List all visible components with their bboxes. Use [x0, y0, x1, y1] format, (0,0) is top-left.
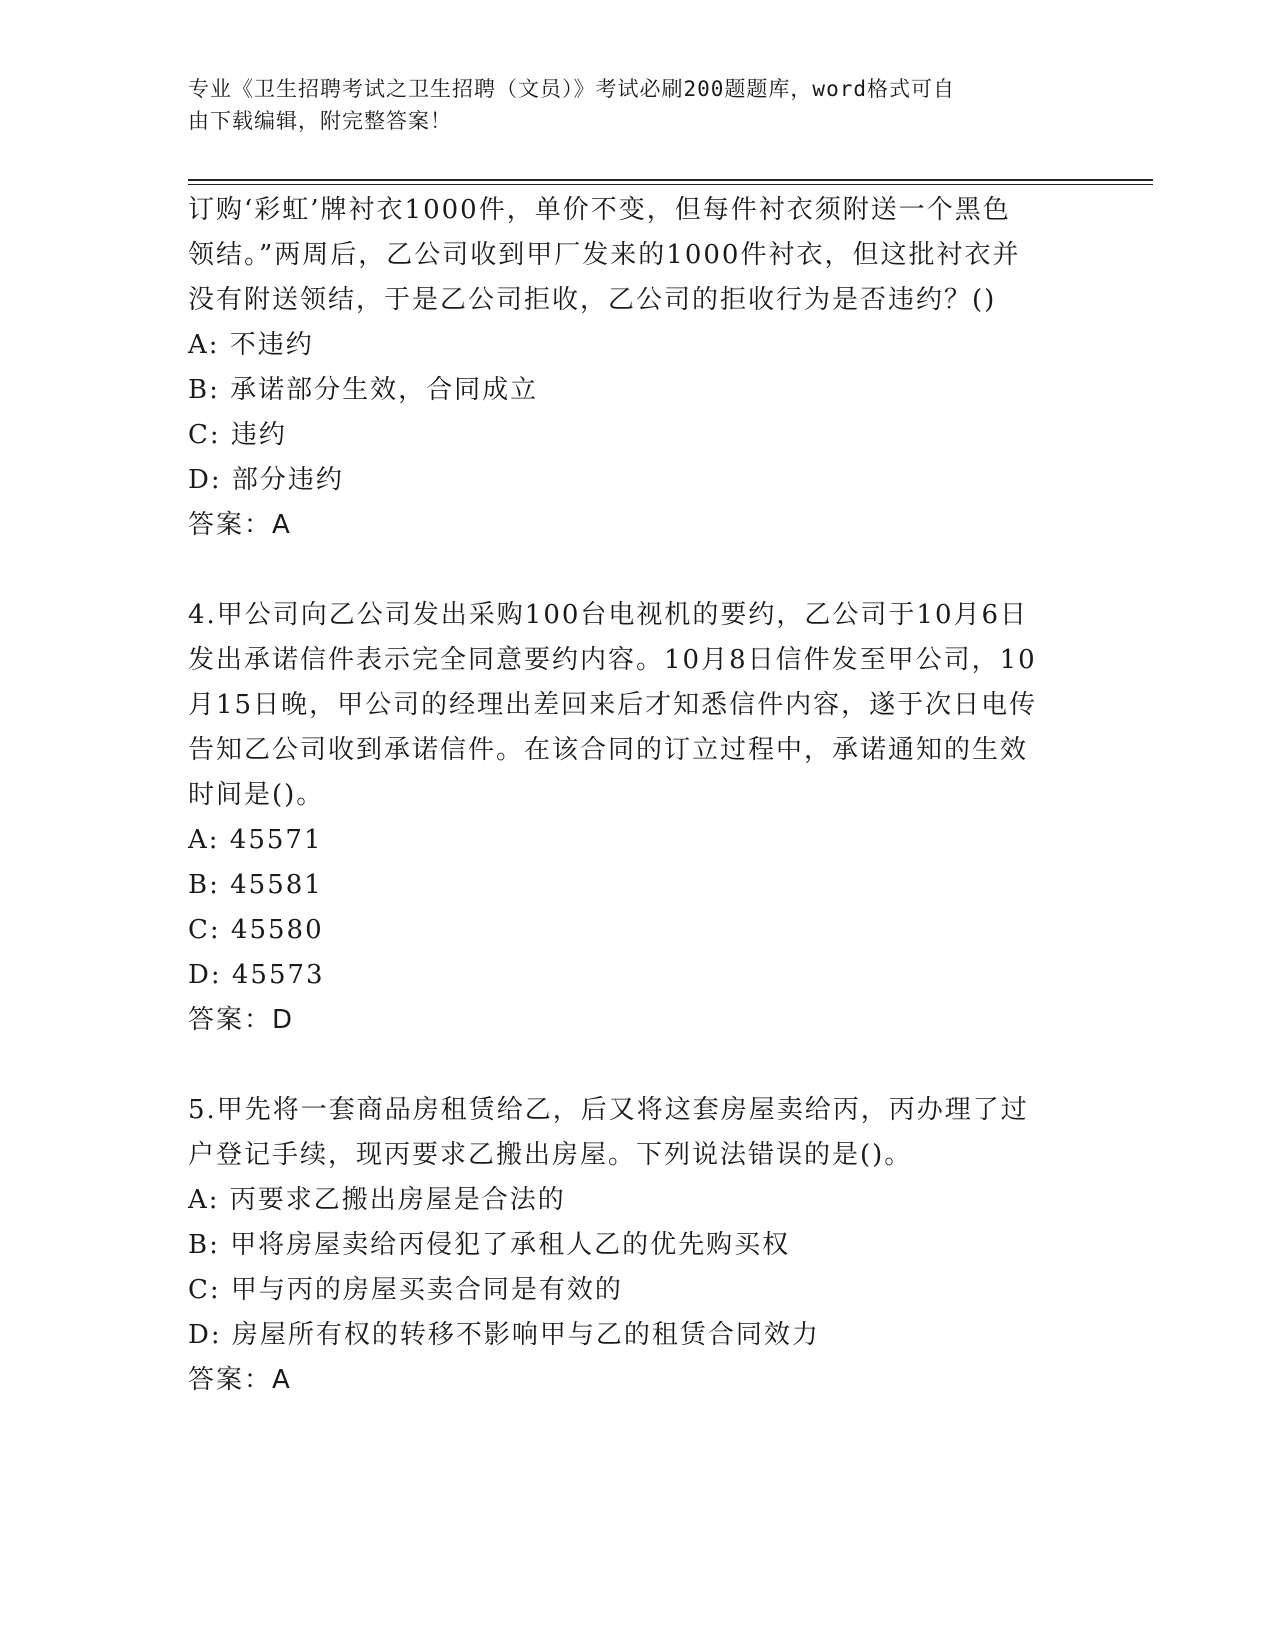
question-list [188, 188, 1088, 1403]
question-text-line: 没有附送领结，于是乙公司拒收，乙公司的拒收行为是否违约？() [188, 285, 997, 315]
question-text-line: 告知乙公司收到承诺信件。在该合同的订立过程中，承诺通知的生效 [188, 735, 1029, 765]
option-b: B: 承诺部分生效，合同成立 [188, 375, 539, 405]
question-block [188, 1088, 1088, 1403]
header-rule-thin [188, 184, 1153, 185]
option-c: C: 甲与丙的房屋买卖合同是有效的 [188, 1275, 623, 1305]
option-d: D: 房屋所有权的转移不影响甲与乙的租赁合同效力 [188, 1320, 820, 1350]
question-text-line: 订购‘彩虹’牌衬衣1000件，单价不变，但每件衬衣须附送一个黑色 [188, 195, 1011, 225]
option-a: A: 丙要求乙搬出房屋是合法的 [188, 1185, 566, 1215]
document-header [188, 73, 1068, 137]
option-d: D: 45573 [188, 960, 325, 990]
option-b: B: 甲将房屋卖给丙侵犯了承租人乙的优先购买权 [188, 1230, 791, 1260]
header-rule-thick [188, 179, 1153, 181]
question-text-line: 月15日晚，甲公司的经理出差回来后才知悉信件内容，遂于次日电传 [188, 690, 1038, 720]
question-text-line: 4.甲公司向乙公司发出采购100台电视机的要约，乙公司于10月6日 [188, 600, 1029, 630]
answer-line: 答案：A [188, 510, 292, 540]
option-b: B: 45581 [188, 870, 323, 900]
option-a: A: 不违约 [188, 330, 314, 360]
question-text-line: 户登记手续，现丙要求乙搬出房屋。下列说法错误的是()。 [188, 1140, 913, 1170]
answer-line: 答案：D [188, 1005, 295, 1035]
option-d: D: 部分违约 [188, 465, 344, 495]
question-block [188, 188, 1088, 548]
spacer [188, 548, 1088, 593]
option-c: C: 违约 [188, 420, 287, 450]
header-line-1: 专业《卫生招聘考试之卫生招聘（文员）》考试必刷200题题库，word格式可自 [188, 77, 955, 101]
question-text-line: 时间是()。 [188, 780, 325, 810]
option-a: A: 45571 [188, 825, 323, 855]
question-block [188, 593, 1088, 1043]
answer-line: 答案：A [188, 1365, 292, 1395]
spacer [188, 1043, 1088, 1088]
question-text-line: 发出承诺信件表示完全同意要约内容。10月8日信件发至甲公司，10 [188, 645, 1037, 675]
question-text-line: 领结。”两周后，乙公司收到甲厂发来的1000件衬衣，但这批衬衣并 [188, 240, 1021, 270]
option-c: C: 45580 [188, 915, 324, 945]
header-line-2: 由下载编辑，附完整答案！ [188, 109, 452, 133]
question-text-line: 5.甲先将一套商品房租赁给乙，后又将这套房屋卖给丙，丙办理了过 [188, 1095, 1029, 1125]
